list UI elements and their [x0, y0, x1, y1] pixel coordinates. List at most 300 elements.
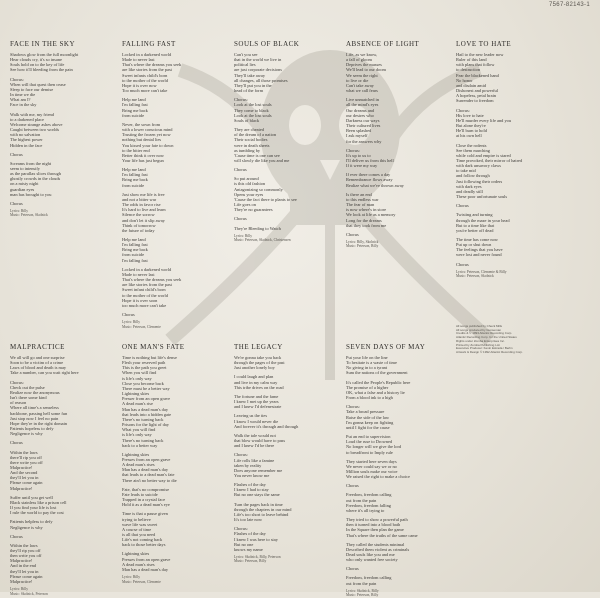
lyric-line: to take mid: [456, 168, 476, 174]
song-credit: Music: Peterson, Skolnick, Christensen: [234, 238, 291, 243]
lyric-line: of the dream of a nation: [234, 132, 277, 138]
lyric-line: A dead man's rises: [122, 462, 155, 468]
song-title: LOVE TO HATE: [456, 40, 512, 48]
lyric-line: as the parallax slices through: [10, 171, 61, 177]
lyric-line: Time provoked, their mirror of hatred: [456, 157, 523, 163]
lyric-line: I knew I was here to stay: [234, 536, 278, 542]
lyric-line: Described them violent as criminals: [346, 546, 410, 552]
song-credit: Lyrics: Billy: [122, 575, 141, 580]
lyric-line: Man has a dead man's day: [122, 566, 169, 572]
song-credit: Lyrics: Peterson, Clemente & Billy: [456, 269, 507, 274]
lyric-line: Laws of blood and death is may: [10, 365, 67, 371]
song-the-legacy: [234, 343, 338, 583]
lyric-line: It's too late now: [234, 517, 262, 523]
song-souls-of-black: [234, 40, 338, 340]
lyric-line: A hopeless, petal brain: [456, 93, 496, 99]
lyric-line: to live or die: [346, 77, 369, 83]
lyric-line: Please come again: [10, 573, 43, 579]
lyric-line: And in the end: [10, 563, 36, 569]
song-title: MALPRACTICE: [10, 343, 65, 351]
lyric-line: There's no turning back: [122, 437, 164, 443]
lyric-line: Soon to be a victim of a crime: [10, 360, 64, 366]
lyric-line: There ain't no better way to die: [122, 477, 177, 483]
lyric-line: Our dreams and: [346, 107, 375, 113]
lyric-line: We all will go and one surprise: [10, 355, 65, 360]
lyric-line: Malpractice!: [10, 578, 33, 584]
lyric-line: they'll let you in: [10, 475, 39, 481]
lyric-line: to the mother of the world: [122, 292, 168, 298]
lyric-line: Presses from an open grave: [122, 456, 171, 462]
lyric-line: Life goes on: [234, 202, 256, 208]
song-love-to-hate: [456, 40, 560, 340]
lyric-line: But to a time like that: [456, 222, 495, 228]
lyric-line: backbone, passing hell some fun: [10, 410, 68, 416]
lyric-line: Presses from an open grave: [122, 556, 171, 562]
song-malpractice: [10, 343, 114, 596]
lyric-line: Shadows glow from the full moonlight: [10, 52, 79, 57]
lyric-line: back to a better way: [122, 442, 158, 448]
lyric-line: at his own hell: [456, 133, 482, 139]
lyric-line: Locked in a darkened world: [122, 52, 172, 57]
lyric-line: Made to never last: [122, 57, 155, 63]
lyric-line: you're better off dead: [456, 227, 494, 233]
lyric-line: Walk the tale would not: [234, 432, 276, 438]
lyric-line: I rule the world to pay the cost: [10, 510, 64, 516]
lyric-line: Chorus: [234, 216, 247, 222]
lyric-line: Hold it as a dead man's eye: [122, 502, 170, 508]
lyric-line: Chorus:: [234, 452, 248, 458]
lyric-line: for the answers why: [346, 138, 382, 144]
lyric-line: If ever there comes a day: [346, 172, 391, 178]
note-line: All songs published by Check Mills: [456, 324, 503, 328]
lyric-line: See them marching: [456, 147, 490, 153]
lyric-line: Lightning skies: [122, 391, 150, 397]
lyric-line: Malpractice!: [10, 558, 33, 564]
lyric-line: Loud the ruse to Drowned: [346, 439, 393, 445]
note-line: Executive Producer: Kevin Estrada / Berlin: [456, 346, 513, 351]
lyric-line: that blow would have to pass: [234, 438, 286, 444]
lyric-line: Leaving us the ties: [234, 413, 268, 419]
lyric-line: Patients helpless to defy: [10, 519, 53, 525]
lyric-line: Flesh your reserved path: [122, 360, 166, 366]
lyric-line: from suicide: [122, 252, 145, 258]
lyric-line: are like stories from the past: [122, 282, 172, 288]
lyric-line: Chorus:: [346, 147, 360, 153]
lyric-line: seem to intensify: [10, 165, 40, 171]
lyric-line: they'll rip you off: [10, 548, 41, 553]
lyric-line: I'm gonna keep on fighting: [346, 419, 394, 425]
lyric-line: then it turned into a blood bath: [346, 522, 401, 528]
lyric-line: ghostly crowds in the clouds: [10, 176, 61, 182]
lyric-line: There must be a better way: [122, 385, 170, 391]
lyric-line: To hesitate is a waste of time: [346, 360, 397, 366]
lyric-line: out from the pain: [346, 497, 377, 503]
lyric-line: Look at the lost souls: [234, 102, 272, 108]
lyric-line: that leads to a dead man's fate: [122, 472, 175, 478]
lyric-line: Caught between two worlds: [10, 127, 60, 133]
lyric-line: Bring me back: [122, 247, 148, 253]
lyric-line: 'Cause the fact there to plants to see: [234, 196, 297, 202]
lyric-line: When will that quest then cease: [10, 81, 66, 87]
lyric-line: Chorus:: [234, 526, 248, 532]
lyric-line: Opens your eyes: [234, 191, 264, 197]
lyric-line: Freedom, freedom falling: [346, 502, 391, 508]
lyric-line: Dead souls like you and me: [346, 552, 395, 557]
lyric-line: Chorus: [122, 312, 135, 318]
lyric-line: our desires who: [346, 112, 374, 118]
lyric-line: Hope it is over soon: [122, 297, 158, 303]
song-title: SEVEN DAYS OF MAY: [346, 343, 426, 351]
lyric-line: all changes, all those promises: [234, 77, 288, 83]
lyric-line: Check out the pulse: [10, 384, 45, 390]
lyric-line: head of the form: [234, 88, 264, 94]
lyric-line: Fate, that's no compromise: [122, 486, 170, 492]
lyric-line: are like stories from the past: [122, 67, 172, 73]
lyric-line: Within the laws: [10, 449, 38, 455]
lyric-line: Just stop now I feel no pain: [10, 415, 59, 421]
lyric-line: Hope they're in the right domain: [10, 420, 68, 426]
lyric-line: The feelings that you have: [456, 247, 503, 253]
lyric-line: Souls hold on to the key of life: [10, 62, 65, 68]
lyric-line: Long for the dreams: [346, 217, 382, 223]
lyric-line: You kissed your fate to down: [122, 142, 174, 148]
lyric-line: Think of tomorrow: [122, 222, 156, 228]
lyric-line: And forever it's through and through: [234, 423, 299, 429]
lyric-line: Too much more can't take: [122, 88, 168, 94]
lyric-line: Just show me life is free: [122, 191, 165, 197]
lyric-line: and disdain amid: [456, 82, 486, 88]
lyric-line: all the mind's eyes: [346, 102, 379, 108]
lyric-line: It's up to us to: [346, 152, 371, 158]
lyric-line: as tumbling by: [234, 147, 261, 153]
lyric-line: Just another lonely boy: [234, 365, 275, 371]
lyric-line: trying to believe: [122, 516, 151, 522]
lyric-line: that in the world we live in: [234, 57, 282, 63]
lyric-line: Antagonizing so commonly: [234, 186, 283, 192]
lyric-line: I know I would never die: [234, 418, 279, 424]
lyric-line: to destruction: [456, 67, 481, 73]
lyric-line: guardian eyes: [10, 186, 35, 192]
lyric-line: Look at the lost souls: [234, 112, 272, 118]
lyric-line: That's where the truths of the same came: [346, 532, 418, 538]
lyric-line: Chorus:: [234, 97, 248, 103]
lyric-line: nothing but denial lies: [122, 137, 162, 143]
lyric-line: back to those better days: [122, 542, 166, 548]
lyric-line: Realize what we've thrown away: [346, 182, 404, 188]
lyric-line: They tried to show a powerful path: [346, 517, 408, 523]
lyric-line: Bring me back: [122, 177, 148, 183]
lyric-line: A dead man's rises: [122, 561, 155, 567]
lyric-line: Million souls make our voice: [346, 468, 398, 474]
lyric-line: Negligence is why: [10, 431, 43, 437]
lyric-line: Sweet infants child's born: [122, 72, 168, 78]
note-line: All songs produced by Gunseman: [456, 327, 502, 332]
lyric-line: political lies: [234, 62, 256, 68]
lyric-line: Realize now the anonymous: [10, 389, 60, 395]
lyric-line: wave life was sweet: [122, 521, 158, 527]
lyric-line: that leads into a hidden gate: [122, 411, 172, 417]
lyric-line: Chorus: [10, 151, 23, 157]
lyric-line: Black stainless like a prison cell: [10, 499, 67, 505]
lyric-line: Prisons for the light of day: [122, 422, 169, 428]
lyric-line: And the second: [10, 470, 38, 476]
lyric-line: Welcome strange ashes above: [10, 121, 63, 127]
lyric-line: will slowly die like you and me: [234, 157, 290, 163]
lyric-line: taken by reality: [234, 462, 262, 468]
lyric-line: Chorus: [346, 483, 359, 489]
lyric-line: Where all time's a senseless: [10, 405, 59, 411]
lyric-line: Take a broad pressure: [346, 409, 385, 415]
lyric-line: Chorus: [456, 203, 469, 209]
lyric-line: The odds in favor rise: [122, 202, 161, 208]
lyric-line: I'll deliver us from this hell: [346, 157, 394, 163]
lyric-line: while cold and empire is stared: [456, 152, 511, 158]
lyric-line: Made to never last: [122, 271, 155, 277]
lyric-line: Can't you see: [234, 52, 258, 57]
note-line: Printed by Zomba Publishing Ltd.: [456, 342, 501, 347]
note-line: Artwork & Design © 1992 Atlantic Recording Corp.: [456, 349, 523, 354]
lyric-line: Turn the pages back in time: [234, 501, 283, 507]
lyric-line: Raise the side of the law: [346, 414, 390, 420]
lyric-line: Put your life on the line: [346, 355, 388, 360]
song-falling-fast: [122, 40, 226, 340]
song-absence-of-light: [346, 40, 450, 340]
lyric-line: the future of today: [122, 227, 155, 233]
lyric-line: until I fight for the cause: [346, 424, 390, 430]
lyric-line: Trusting the frozen yet now: [122, 132, 171, 138]
lyric-line: From a blood ink to a high: [346, 395, 393, 401]
lyric-line: Put up or shut down: [456, 242, 492, 248]
song-credit: Music: Peterson, Clemente: [122, 324, 161, 329]
lyric-line: through the pages of the past: [234, 360, 285, 366]
lyric-line: Sum the nations of the government: [346, 370, 408, 376]
lyric-line: The promise of a higher: [346, 384, 389, 390]
lyric-line: Chorus: [346, 566, 359, 572]
song-credit: Music: Peterson, Skolnick: [10, 213, 48, 218]
lyric-line: of reason: [10, 400, 27, 406]
lyric-line: We raised the right to make a choice: [346, 474, 410, 480]
lyric-line: We seem the right: [346, 72, 378, 78]
lyric-line: The fear of man: [346, 202, 375, 208]
lyric-line: Chorus: [10, 200, 23, 206]
lyric-line: Fate leads to suicide: [122, 491, 158, 497]
lyric-line: He'll murder every life and you: [456, 117, 512, 123]
lyric-line: Malpractice!: [10, 485, 33, 491]
lyric-line: Screams from the night: [10, 160, 52, 166]
lyric-line: When you will find: [122, 370, 157, 376]
song-credit: Lyrics: Skolnick, Billy: [346, 588, 379, 593]
lyric-line: Sleep to face our demise: [10, 86, 54, 92]
lyric-line: Bring me back: [122, 107, 148, 113]
lyric-line: Lightning skies: [122, 451, 150, 457]
song-credit: Music: Peterson, Billy: [234, 559, 267, 564]
lyric-line: No honor: [456, 77, 473, 83]
lyric-line: with dark eyes: [456, 183, 482, 189]
note-line: Rights under Zomba Enterprises Inc.: [456, 338, 505, 343]
note-line: Atlantic Recording Corp. for the United States: [456, 335, 517, 340]
lyric-line: Hail to the new leader now: [456, 52, 504, 57]
lyric-line: Put an end to supervision: [346, 434, 391, 440]
lyric-line: I'm falling fast: [122, 242, 148, 248]
lyric-line: to the mother of the world: [122, 77, 168, 83]
lyric-line: Chorus: [456, 261, 469, 267]
lyric-line: Help me land: [122, 167, 146, 173]
lyric-line: man has brought to you: [10, 191, 52, 197]
catalog-number: 7567-82143-1: [549, 2, 590, 8]
lyric-line: Hope it is over now: [122, 82, 157, 88]
song-title: FACE IN THE SKY: [10, 40, 75, 48]
lyric-line: OK, what a false and a history lie: [346, 389, 405, 395]
lyric-line: Just following their orders: [456, 178, 503, 184]
lyric-line: Isn't there some kind: [10, 395, 47, 401]
lyric-line: with plans that follow: [456, 62, 495, 68]
lyric-line: They called the students minimal: [346, 541, 405, 547]
lyric-line: He'll burn to hold: [456, 128, 487, 134]
lyric-line: In the Square then plan the game: [346, 527, 404, 533]
lyric-line: Flashes of the day: [234, 482, 266, 488]
lyric-line: what we call fears: [346, 88, 378, 94]
lyric-line: Never, the sown from: [122, 121, 161, 127]
lyric-line: A dead man's rise: [122, 401, 153, 407]
lyric-line: Negligence is why: [10, 524, 43, 530]
song-credit: Lyrics: Billy: [10, 209, 29, 214]
lyric-line: This is the path you greet: [122, 365, 167, 371]
lyric-line: We look at life as a memory: [346, 212, 396, 218]
lyric-line: Malpractice!: [10, 464, 33, 470]
lyric-line: His love to hate: [456, 112, 484, 118]
lyric-line: In time we die: [10, 92, 36, 98]
lyric-line: Sweet infant child's born: [122, 287, 166, 293]
lyric-line: there write you off: [10, 459, 43, 465]
lyric-line: Your life has just begun: [122, 157, 164, 163]
song-seven-days-of-may: [346, 343, 450, 598]
lyric-line: Ruler of this land: [456, 57, 487, 63]
lyric-line: We're gonna take you back: [234, 355, 282, 360]
song-one-mans-fate: [122, 343, 226, 583]
lyric-line: It's hard to live and learn: [122, 207, 166, 213]
lyric-line: where it's all trying to: [346, 507, 385, 513]
lyric-line: are just corporate decisions: [234, 67, 282, 73]
lyric-line: Can't take away: [346, 82, 374, 88]
lyric-line: Patients hopeless to defy: [10, 426, 54, 432]
lyric-line: Trapped in a crystal face: [122, 497, 166, 503]
lyric-line: No longer will we give the lord: [346, 444, 402, 450]
lyric-line: Chorus: [234, 167, 247, 173]
lyric-line: Better think it over now: [122, 152, 164, 158]
lyric-line: Been splashed: [346, 128, 372, 134]
lyric-line: A course of time: [122, 526, 152, 532]
lyric-line: If you find your life is lost: [10, 505, 57, 511]
note-line: Credits & © 1993 Atlantic Recording Corp.: [456, 331, 513, 336]
lyric-line: is now where's in store: [346, 207, 387, 213]
lyric-line: is all that you need: [122, 532, 156, 537]
lyric-line: Freedom, freedom calling: [346, 575, 392, 581]
lyric-line: and don't let it slip away: [122, 217, 165, 223]
lyric-line: Fear the blackened hand: [456, 72, 499, 78]
lyric-line: and follow through: [456, 173, 490, 179]
lyric-line: That's where the dreams you seek: [122, 62, 182, 68]
lyric-line: they'll let you in: [10, 568, 39, 574]
lyric-line: Man has a dead man's day: [122, 406, 169, 412]
lyric-line: Live unmatched in: [346, 97, 379, 103]
lyric-line: Twisting and turning: [456, 212, 493, 218]
lyric-line: Chorus:: [10, 76, 24, 82]
song-credit: Music: Peterson, Billy: [346, 593, 379, 598]
lyric-line: and deadly still: [456, 188, 483, 194]
lyric-line: The highest power: [10, 137, 43, 143]
lyric-line: Walk with me, my friend: [10, 111, 54, 117]
lyric-line: knows my name: [234, 546, 263, 552]
lyric-line: Souls of black: [234, 117, 260, 123]
song-credit: Music: Peterson, Skolnick: [456, 274, 494, 279]
lyric-line: We never could say we or no: [346, 463, 397, 469]
lyric-line: 'Cause time is one can see: [234, 152, 280, 158]
lyric-line: I ask myself: [346, 133, 368, 139]
lyric-line: That's where the dreams you seek: [122, 277, 182, 283]
lyric-line: were in death sheets: [234, 142, 270, 148]
lyric-line: Dishonest and powerful: [456, 88, 498, 94]
song-credit: Music: Skolnick, Peterson: [10, 591, 48, 596]
lyric-line: If it were my way: [346, 163, 378, 169]
lyric-line: They'll take away: [234, 72, 266, 78]
song-credit: Lyrics: Billy: [122, 320, 141, 325]
lyric-line: is this old fashion: [234, 181, 266, 187]
lyric-line: Does anyone remember me: [234, 467, 283, 473]
lyric-line: Help me land: [122, 237, 146, 242]
lyric-line: I'm falling fast: [122, 102, 148, 108]
lyric-line: Life's too short to leave behind: [234, 511, 289, 517]
lyric-line: But no one: [234, 541, 254, 547]
lyric-line: You never know me: [234, 472, 270, 478]
lyric-line: What am I?: [10, 97, 31, 103]
lyric-line: Hidden in the face: [10, 142, 43, 148]
lyric-line: So put around: [234, 176, 259, 182]
lyric-line: Close you become back: [122, 380, 164, 386]
lyric-line: I'm falling fast: [122, 172, 148, 178]
lyric-line: Locked in a darkened world: [122, 266, 172, 272]
lyric-line: They're Bleeding to Watch: [234, 225, 281, 231]
lyric-line: out from the pain: [346, 580, 377, 586]
lyric-line: who only wanted free society: [346, 557, 398, 563]
lyric-line: Close the rodents: [456, 142, 487, 148]
lyric-line: What you will find: [122, 427, 156, 433]
song-credit: Music: Peterson, Clemente: [122, 579, 161, 584]
lyric-line: No giving in to a tyrant: [346, 365, 388, 371]
lyric-line: This tribe drives on the road: [234, 384, 284, 390]
lyric-line: and I knew I'd be there: [234, 443, 275, 449]
lyric-line: Life's not coming back: [122, 537, 163, 543]
lyric-line: They'll put you in the: [234, 82, 272, 88]
lyric-line: They come to black: [234, 107, 269, 113]
lyric-line: from suicide: [122, 182, 145, 188]
lyric-line: is life's only way: [122, 432, 152, 438]
lyric-line: through the maze in your head: [456, 217, 510, 223]
lyric-line: Hear clouds cry, it's so insane: [10, 57, 62, 63]
lyric-line: I'm falling fast: [122, 257, 148, 263]
lyric-line: But no one stays the same: [234, 492, 280, 498]
lyric-line: Take a number, can you wait right here: [10, 370, 79, 376]
lyric-line: to breadfront to Imply rule: [346, 449, 393, 455]
lyric-line: Time is nothing but life's dense: [122, 355, 177, 360]
song-title: ABSENCE OF LIGHT: [346, 40, 420, 48]
lyric-line: Chorus: [10, 533, 23, 539]
lyric-line: Deprives the masses: [346, 62, 382, 68]
lyric-line: with a lower conscious mind: [122, 127, 173, 133]
song-title: THE LEGACY: [234, 343, 283, 351]
song-title: SOULS OF BLACK: [234, 40, 300, 48]
lyric-line: Silence the sorrow: [122, 212, 155, 218]
lyric-line: Please come again: [10, 480, 43, 486]
